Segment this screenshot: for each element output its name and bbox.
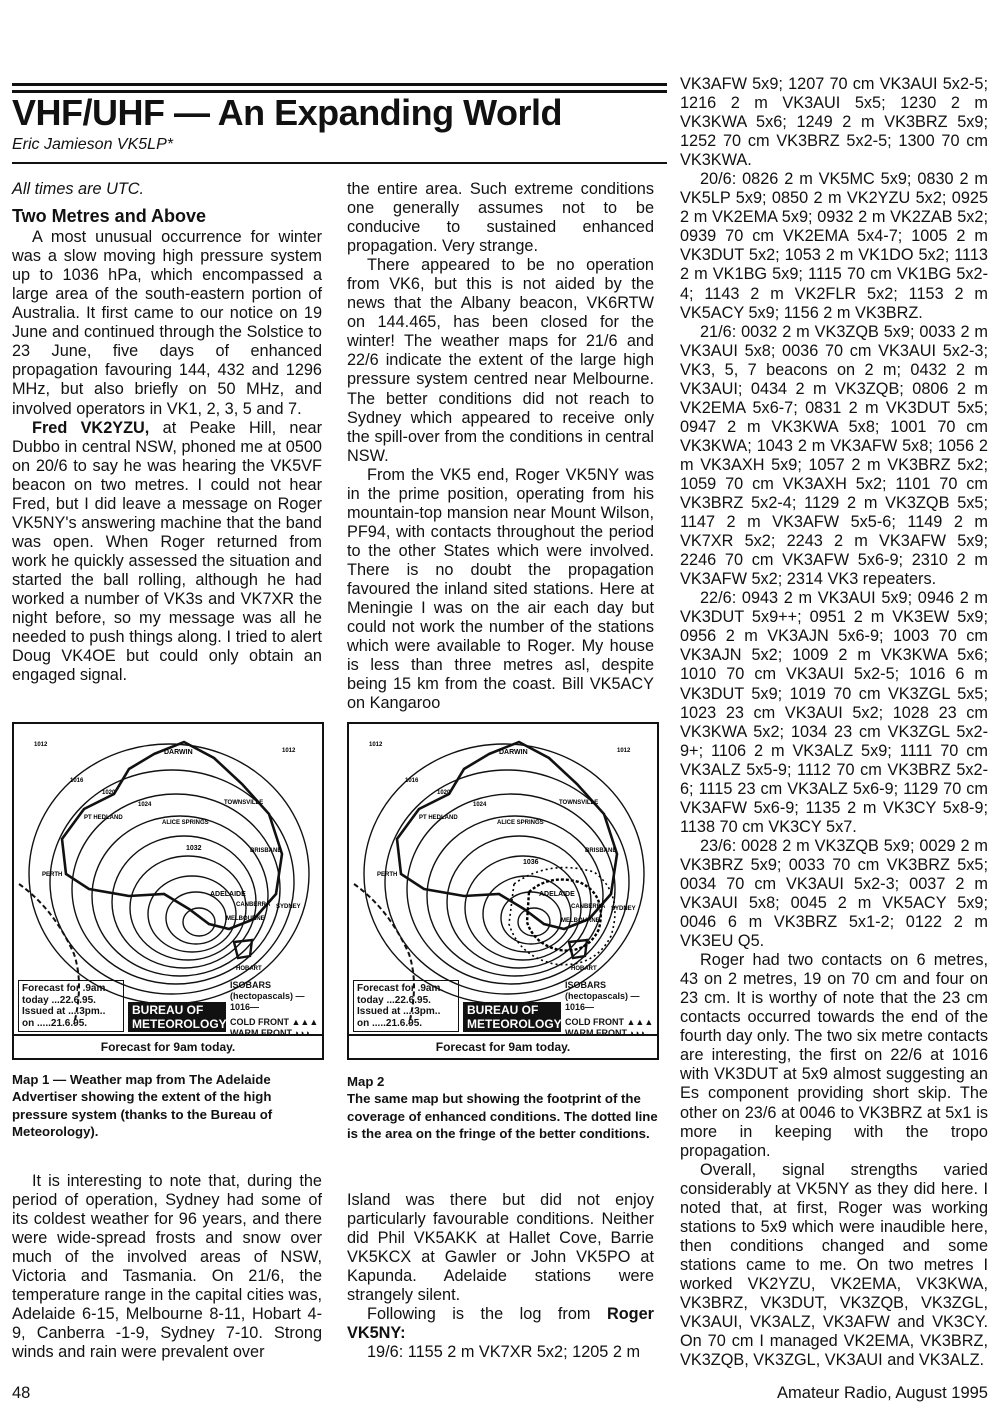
bureau-line-1: BUREAU OF bbox=[132, 1003, 204, 1017]
log-entry: 21/6: 0032 2 m VK3ZQB 5x9; 0033 2 m VK3AUI 5x8; 0036 70 cm VK3AUI 5x2-3; VK3, 5, 7 beacons on 2 m; 0432 2 m VK3AUI; 0434 2 m VK3ZQB; 0806 2 m VK2EMA 5x6-7; 0831 2 m VK3DUT 5x5; 0947 2 m VK3KWA 5x8; 1001 70 cm VK3KWA; 1043 2 m VK3AFW 5x8; 1056 2 m VK3AXH 5x9; 1057 2 m VK3BRZ 5x2; 1059 70 cm VK3AXH 5x2; 1101 70 cm VK3BRZ 5x2-4; 1129 2 m VK3ZQB 5x5; 1147 2 m VK3AFW 5x5-6; 1149 2 m VK7XR 5x2; 2243 2 m VK3AFW 5x9; 2246 70 cm VK3AFW 5x6-9; 2310 2 m VK3AFW 5x2; 2314 VK3 repeaters. bbox=[680, 322, 988, 589]
map-label-hobart: HOBART bbox=[236, 966, 262, 972]
isobar-label: 1016 bbox=[405, 778, 419, 784]
times-note: All times are UTC. bbox=[12, 180, 145, 198]
map-label-alice-springs: ALICE SPRINGS bbox=[497, 820, 544, 826]
column-1-bottom bbox=[12, 1172, 322, 1362]
map-legend bbox=[353, 980, 654, 1038]
weather-map-2 bbox=[347, 722, 659, 1060]
bold-callsign: Fred VK2YZU, bbox=[32, 418, 150, 437]
cold-front-icon: ▲▲▲ bbox=[626, 1017, 654, 1027]
map-footer: Forecast for 9am today. bbox=[349, 1034, 657, 1058]
warm-front-icon: ◗◗◗ bbox=[294, 1028, 311, 1038]
isobar-value: —1016— bbox=[230, 991, 305, 1012]
map-footer: Forecast for 9am today. bbox=[14, 1034, 322, 1058]
map-label-canberra: CANBERRA bbox=[236, 902, 271, 908]
article-author: Eric Jamieson VK5LP* bbox=[12, 136, 173, 153]
isobar-label: 1012 bbox=[282, 748, 296, 754]
paragraph: There appeared to be no operation from VK6, but this is not aided by the news that the Albany beacon, VK6RTW on 144.465, has been closed for the winter! The weather maps for 21/6 and 22/6 indicate the extent of the large high pressure system centred near Melbourne. The better conditions did not reach to Sydney which appeared to receive only the spill-over from the conditions in central NSW. bbox=[347, 256, 654, 465]
paragraph bbox=[347, 1305, 654, 1343]
map-label-darwin: DARWIN bbox=[164, 749, 193, 756]
cold-front-label: COLD FRONT bbox=[230, 1017, 289, 1027]
author-rule bbox=[12, 162, 667, 164]
page-number: 48 bbox=[12, 1384, 31, 1402]
isobars-label: ISOBARS bbox=[230, 980, 272, 990]
hecto-label: (hectopascals) bbox=[230, 991, 294, 1001]
forecast-for: Forecast for .9am. bbox=[22, 983, 109, 994]
forecast-on: on .....21.6.95. bbox=[357, 1017, 423, 1029]
map-label-sydney: SYDNEY bbox=[611, 906, 636, 912]
paragraph: From the VK5 end, Roger VK5NY was in the prime position, operating from his mountain-top mansion near Mount Wilson, PF94, with contacts throughout the period to the other States which were involved. There is no doubt the propagation favoured the inland sited stations. Here at Meningie I was on the air each day but could not work the number of the stations which were available to Roger. My house is less than three metres asl, despite being 15 km from the coast. Bill VK5ACY on Kangaroo bbox=[347, 465, 654, 713]
map-label-hobart: HOBART bbox=[571, 966, 597, 972]
map-label-townsville: TOWNSVILLE bbox=[559, 800, 599, 806]
isobar-label: 1020 bbox=[437, 790, 451, 796]
isobars-label: ISOBARS bbox=[565, 980, 607, 990]
map-label-pt-hedland: PT HEDLAND bbox=[84, 815, 123, 821]
isobar-label: 1016 bbox=[70, 778, 84, 784]
map-label-pt-hedland: PT HEDLAND bbox=[419, 815, 458, 821]
map-2-caption bbox=[347, 1073, 659, 1143]
map-label-adelaide: ADELAIDE bbox=[539, 891, 575, 898]
map-1-caption: Map 1 — Weather map from The Adelaide Advertiser showing the extent of the high pressure system (thanks to the Bureau of Meteorology). bbox=[12, 1072, 273, 1140]
map-label-brisbane: BRISBANE bbox=[585, 848, 617, 854]
cold-front-icon: ▲▲▲ bbox=[291, 1017, 319, 1027]
map-label-brisbane: BRISBANE bbox=[250, 848, 282, 854]
map-label-canberra: CANBERRA bbox=[571, 904, 606, 910]
paragraph-text: at Peake Hill, near Dubbo in central NSW, phoned me at 0500 on 20/6 to say he was hearing the VK5VF beacon on two metres. I could not hear Fred, but I did leave a message on Roger VK5NY's answering machine that the band was open. When Roger returned from work he quickly assessed the situation and started the ball rolling, although he had worked a number of VK3s and VK7XR the night before, so my message was all he needed to push things along. I tried to alert Doug VK4OE but could only obtain an engaged signal. bbox=[12, 418, 322, 685]
isobar-label: 1036 bbox=[523, 859, 539, 866]
paragraph: the entire area. Such extreme conditions one generally assumes not to be conducive to sustained enhanced propagation. Very strange. bbox=[347, 180, 654, 256]
column-2 bbox=[347, 180, 654, 713]
forecast-today: today ...22.6.95. bbox=[22, 994, 96, 1006]
isobar-label: 1012 bbox=[34, 742, 48, 748]
forecast-box bbox=[353, 980, 459, 1032]
map-label-melbourne: MELBOURNE bbox=[561, 918, 600, 924]
isobar-label: 1032 bbox=[186, 845, 202, 852]
map-2-caption-text: The same map but showing the footprint of the coverage of enhanced conditions. The dotted line is the area on the fringe of the better conditions. bbox=[347, 1091, 658, 1142]
isobar-label: 1012 bbox=[617, 748, 631, 754]
map-legend bbox=[18, 980, 319, 1038]
column-1 bbox=[12, 180, 322, 685]
hecto-label: (hectopascals) bbox=[565, 991, 629, 1001]
isobar-label: 1024 bbox=[138, 802, 152, 808]
map-2-caption-title: Map 2 bbox=[347, 1074, 385, 1089]
forecast-issued: Issued at ....3pm.. bbox=[357, 1006, 441, 1017]
forecast-box bbox=[18, 980, 124, 1032]
map-label-melbourne: MELBOURNE bbox=[226, 916, 265, 922]
bold-callsign: Roger VK5NY: bbox=[347, 1305, 654, 1343]
bureau-box bbox=[463, 1002, 561, 1032]
paragraph-text: Following is the log from bbox=[367, 1305, 607, 1324]
map-label-adelaide: ADELAIDE bbox=[210, 891, 246, 898]
isobar-label: 1020 bbox=[102, 790, 116, 796]
log-entry: 22/6: 0943 2 m VK3AUI 5x9; 0946 2 m VK3DUT 5x9++; 0951 2 m VK3EW 5x9; 0956 2 m VK3AJN 5x6-9; 1003 70 cm VK3AJN 5x2; 1009 2 m VK3KWA 5x6; 1010 70 cm VK3AUI 5x2-5; 1016 6 m VK3DUT 5x9; 1019 70 cm VK3ZGL 5x5; 1023 23 cm VK3AUI 5x2; 1028 23 cm VK3KWA 5x2; 1034 23 cm VK3ZGL 5x2-9+; 1106 2 m VK3ALZ 5x9; 1111 70 cm VK3ALZ 5x5-9; 1112 70 cm VK3BRZ 5x2-6; 1115 23 cm VK3ALZ 5x6-9; 1129 70 cm VK3AFW 5x6-9; 1135 2 m VK3CY 5x8-9; 1138 70 cm VK3CY 5x7. bbox=[680, 589, 988, 836]
column-3 bbox=[680, 75, 988, 1370]
warm-front-icon: ◗◗◗ bbox=[629, 1028, 646, 1038]
warm-front-label: WARM FRONT bbox=[230, 1028, 292, 1038]
map-label-alice-springs: ALICE SPRINGS bbox=[162, 820, 209, 826]
map-label-perth: PERTH bbox=[42, 872, 63, 878]
map-label-townsville: TOWNSVILLE bbox=[224, 800, 264, 806]
warm-front-label: WARM FRONT bbox=[565, 1028, 627, 1038]
isobar-value: —1016— bbox=[565, 991, 640, 1012]
map-label-darwin: DARWIN bbox=[499, 749, 528, 756]
cold-front-label: COLD FRONT bbox=[565, 1017, 624, 1027]
forecast-today: today ...22.6.95. bbox=[357, 994, 431, 1006]
log-entry: 19/6: 1155 2 m VK7XR 5x2; 1205 2 m bbox=[367, 1343, 641, 1362]
column-2-bottom bbox=[347, 1191, 654, 1362]
isobar-legend bbox=[565, 980, 657, 1038]
journal-footer: Amateur Radio, August 1995 bbox=[777, 1384, 988, 1402]
log-entry: VK3AFW 5x9; 1207 70 cm VK3AUI 5x2-5; 1216 2 m VK3AUI 5x5; 1230 2 m VK3KWA 5x6; 1249 2 m VK3BRZ 5x9; 1252 70 cm VK3BRZ 5x2-5; 1300 70 cm VK3KWA. bbox=[680, 75, 988, 170]
log-entry: 23/6: 0028 2 m VK3ZQB 5x9; 0029 2 m VK3BRZ 5x9; 0033 70 cm VK3BRZ 5x5; 0034 70 cm VK3AUI 5x2-3; 0037 2 m VK3AUI 5x8; 0045 2 m VK5ACY 5x9; 0046 6 m VK3BRZ 5x1-2; 0122 2 m VK3EU Q5. bbox=[680, 836, 988, 951]
section-heading: Two Metres and Above bbox=[12, 206, 207, 227]
log-entry: 20/6: 0826 2 m VK5MC 5x9; 0830 2 m VK5LP 5x9; 0850 2 m VK2YZU 5x2; 0925 2 m VK2EMA 5x9; 0932 2 m VK2ZAB 5x2; 0939 70 cm VK2EMA 5x4-7; 1005 2 m VK3DUT 5x2; 1053 2 m VK1DO 5x2; 1113 2 m VK1BG 5x9; 1115 70 cm VK1BG 5x2-4; 1143 2 m VK2FLR 5x2; 1153 2 m VK5ACY 5x9; 1156 2 m VK3BRZ. bbox=[680, 170, 988, 322]
isobar-label: 1012 bbox=[369, 742, 383, 748]
paragraph: It is interesting to note that, during the period of operation, Sydney had some of its coldest weather for 96 years, and there were wide-spread frosts and snow over much of the involved areas of NSW, Victoria and Tasmania. On 21/6, the temperature range in the capital cities was, Adelaide 6-15, Melbourne 8-11, Hobart 4-9, Canberra -1-9, Sydney 7-10. Strong winds and rain were prevalent over bbox=[12, 1172, 322, 1362]
bureau-box bbox=[128, 1002, 226, 1032]
article-title: VHF/UHF — An Expanding World bbox=[12, 92, 562, 133]
isobar-label: 1024 bbox=[473, 802, 487, 808]
weather-map-1 bbox=[12, 722, 324, 1060]
bureau-line-2: METEOROLOGY bbox=[132, 1017, 227, 1031]
map-label-perth: PERTH bbox=[377, 872, 398, 878]
forecast-on: on .....21.6.95. bbox=[22, 1017, 88, 1029]
paragraph: Roger had two contacts on 6 metres, 43 on 2 metres, 19 on 70 cm and four on 23 cm. It is worthy of note that the 23 cm contacts occurred towards the end of the fourth day only. The two six metre contacts are interesting, the first on 22/6 at 1016 with VK3DUT at 5x9 almost suggesting an Es component providing short skip. The other on 23/6 at 0046 to VK3BRZ at 5x1 is more in keeping with the tropo propagation. bbox=[680, 951, 988, 1160]
forecast-for: Forecast for .9am. bbox=[357, 983, 444, 994]
map-label-sydney: SYDNEY bbox=[276, 904, 301, 910]
paragraph: Island was there but did not enjoy particularly favourable conditions. Neither did Phil VK5AKK at Hallet Cove, Barrie VK5KCX at Gawler or John VK5PO at Kapunda. Adelaide stations were strangely silent. bbox=[347, 1191, 654, 1305]
forecast-issued: Issued at ....3pm.. bbox=[22, 1006, 106, 1017]
paragraph: Overall, signal strengths varied considerably at VK5NY as they did here. I noted that, at first, Roger was working stations to 5x9 which were inaudible here, then conditions changed and some stations came to me. On two metres I worked VK2YZU, VK2EMA, VK3KWA, VK3BRZ, VK3DUT, VK3ZQB, VK3ZGL, VK3AUI, VK3ALZ, VK3AFW and VK3CY. On 70 cm I managed VK2EMA, VK3BRZ, VK3ZQB, VK3ZGL, VK3AUI and VK3ALZ. bbox=[680, 1160, 988, 1370]
bureau-line-2: METEOROLOGY bbox=[467, 1017, 562, 1031]
isobar-legend bbox=[230, 980, 322, 1038]
header-rule-top bbox=[12, 83, 667, 86]
paragraph bbox=[12, 419, 322, 686]
bureau-line-1: BUREAU OF bbox=[467, 1003, 539, 1017]
paragraph: A most unusual occurrence for winter was a slow moving high pressure system up to 1036 hPa, which encompassed a large area of the south-eastern portion of Australia. It first came to our notice on 19 June and continued through the Solstice to 23 June, five days of enhanced propagation favouring 144, 432 and 1296 MHz, but also briefly on 50 MHz, and involved operators in VK1, 2, 3, 5 and 7. bbox=[12, 228, 322, 418]
